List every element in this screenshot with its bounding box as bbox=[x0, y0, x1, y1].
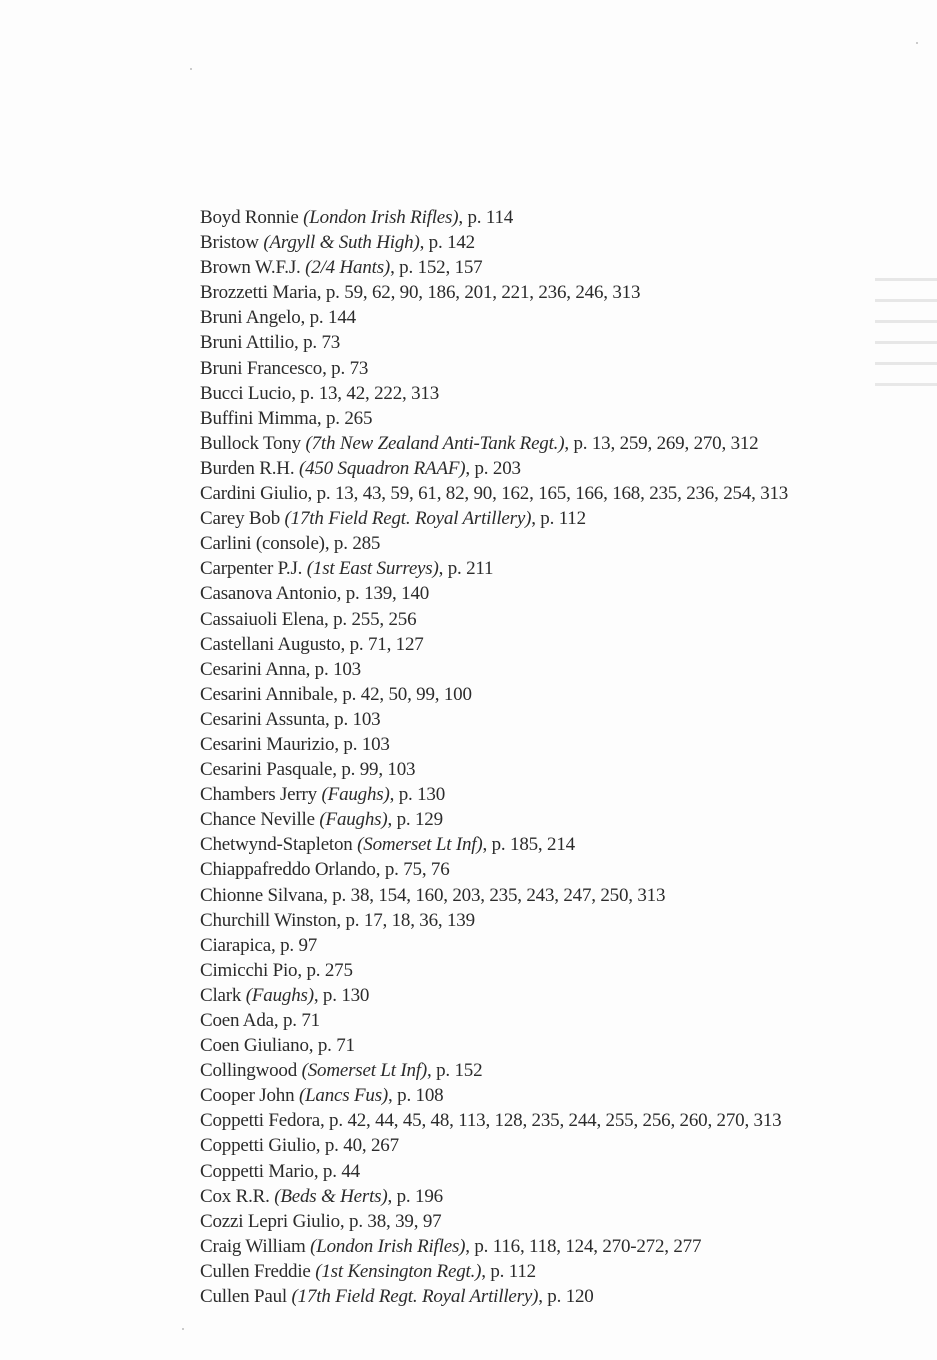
index-entry bbox=[200, 657, 900, 682]
entry-name: Cullen Paul bbox=[200, 1286, 292, 1308]
index-entry bbox=[200, 556, 900, 581]
entry-name: Cozzi Lepri Giulio bbox=[200, 1210, 340, 1232]
entry-name: Cesarini Pasquale bbox=[200, 759, 333, 781]
entry-pages: , p. 38, 39, 97 bbox=[339, 1210, 442, 1232]
entry-name: Cesarini Anna bbox=[200, 658, 306, 680]
entry-pages: , p. 255, 256 bbox=[323, 608, 417, 630]
entry-name: Bruni Francesco bbox=[200, 357, 323, 379]
index-entry bbox=[200, 1209, 900, 1234]
entry-pages: , p. 103 bbox=[334, 733, 390, 755]
entry-name: Coen Ada bbox=[200, 1010, 274, 1031]
entry-pages: , p. 13, 43, 59, 61, 82, 90, 162, 165, 166, 168, 235, 236, 254, 313 bbox=[307, 483, 789, 505]
index-entry bbox=[200, 958, 900, 983]
entry-pages: , p. 196 bbox=[387, 1185, 443, 1207]
entry-name: Bristow bbox=[200, 232, 264, 254]
entry-pages: , p. 152, 157 bbox=[390, 257, 483, 279]
entry-unit: (1st East Surreys) bbox=[306, 558, 439, 580]
index-entry bbox=[200, 1159, 900, 1184]
index-entry bbox=[200, 883, 900, 908]
entry-pages: , p. 40, 267 bbox=[315, 1135, 399, 1157]
entry-unit: (17th Field Regt. Royal Artillery) bbox=[284, 508, 532, 530]
index-entry bbox=[200, 632, 900, 657]
index-entry bbox=[200, 1008, 900, 1033]
entry-pages: , p. 211 bbox=[438, 558, 494, 580]
entry-pages: , p. 265 bbox=[316, 407, 373, 429]
entry-pages: , p. 152 bbox=[426, 1060, 483, 1082]
entry-name: Cassaiuoli Elena bbox=[200, 608, 324, 630]
entry-name: Carlini (console) bbox=[200, 533, 325, 555]
entry-unit: (Beds & Herts) bbox=[274, 1185, 388, 1207]
index-entry bbox=[200, 356, 900, 381]
entry-name: Cesarini Assunta bbox=[200, 708, 326, 730]
entry-name: Cesarini Maurizio bbox=[200, 733, 335, 755]
entry-unit: (Faughs) bbox=[245, 984, 314, 1006]
index-entry bbox=[200, 506, 900, 531]
entry-name: Brown W.F.J. bbox=[200, 257, 306, 279]
entry-pages: , p. 97 bbox=[271, 934, 318, 956]
entry-unit: (Faughs) bbox=[321, 784, 390, 806]
entry-pages: , p. 71 bbox=[308, 1035, 355, 1057]
entry-name: Cardini Giulio bbox=[200, 483, 308, 505]
entry-pages: , p. 112 bbox=[531, 508, 586, 530]
index-entry bbox=[200, 933, 900, 958]
entry-pages: , p. 38, 154, 160, 203, 235, 243, 247, 250, 313 bbox=[323, 884, 666, 906]
entry-name: Cullen Freddie bbox=[200, 1260, 316, 1282]
entry-name: Castellani Augusto bbox=[200, 633, 341, 655]
index-entry bbox=[200, 205, 900, 230]
index-entry bbox=[200, 732, 900, 757]
entry-unit: (London Irish Rifles) bbox=[310, 1235, 466, 1257]
index-list bbox=[200, 205, 900, 1309]
entry-name: Chiappafreddo Orlando bbox=[200, 859, 376, 881]
index-entry bbox=[200, 682, 900, 707]
entry-pages: , p. 44 bbox=[313, 1160, 360, 1182]
entry-pages: , p. 71 bbox=[273, 1010, 320, 1031]
entry-name: Ciarapica bbox=[200, 934, 271, 956]
entry-unit: (Somerset Lt Inf) bbox=[357, 834, 483, 856]
entry-name: Chambers Jerry bbox=[200, 784, 322, 806]
entry-name: Cox R.R. bbox=[200, 1185, 275, 1207]
index-entry bbox=[200, 807, 900, 832]
entry-name: Bucci Lucio bbox=[200, 382, 292, 404]
index-entry bbox=[200, 757, 900, 782]
entry-pages: , p. 71, 127 bbox=[340, 633, 424, 655]
index-entry bbox=[200, 481, 900, 506]
entry-pages: , p. 130 bbox=[389, 784, 445, 806]
index-entry bbox=[200, 782, 900, 807]
index-entry bbox=[200, 431, 900, 456]
index-entry bbox=[200, 531, 900, 556]
entry-unit: (Argyll & Suth High) bbox=[263, 232, 420, 254]
entry-pages: , p. 75, 76 bbox=[375, 859, 450, 881]
index-entry bbox=[200, 581, 900, 606]
entry-pages: , p. 13, 42, 222, 313 bbox=[291, 382, 439, 404]
entry-name: Churchill Winston bbox=[200, 909, 337, 931]
index-entry bbox=[200, 381, 900, 406]
index-entry bbox=[200, 305, 900, 330]
entry-pages: , p. 103 bbox=[325, 708, 381, 730]
entry-name: Coppetti Mario bbox=[200, 1160, 314, 1182]
entry-pages: , p. 59, 62, 90, 186, 201, 221, 236, 246, 313 bbox=[316, 282, 641, 304]
entry-name: Chetwynd-Stapleton bbox=[200, 834, 358, 856]
entry-pages: , p. 13, 259, 269, 270, 312 bbox=[564, 432, 759, 454]
entry-name: Casanova Antonio bbox=[200, 583, 337, 605]
entry-pages: , p. 129 bbox=[387, 809, 443, 831]
entry-name: Coppetti Fedora bbox=[200, 1110, 320, 1132]
entry-unit: (450 Squadron RAAF) bbox=[298, 457, 466, 479]
entry-name: Clark bbox=[200, 984, 246, 1006]
index-entry bbox=[200, 255, 900, 280]
index-entry bbox=[200, 456, 900, 481]
entry-name: Bullock Tony bbox=[200, 432, 306, 454]
index-entry bbox=[200, 983, 900, 1008]
index-entry bbox=[200, 707, 900, 732]
entry-unit: (Faughs) bbox=[319, 809, 388, 831]
entry-name: Cooper John bbox=[200, 1085, 299, 1107]
entry-pages: , p. 139, 140 bbox=[336, 583, 430, 605]
index-entry bbox=[200, 330, 900, 355]
entry-pages: , p. 142 bbox=[419, 232, 475, 254]
entry-name: Bruni Angelo bbox=[200, 307, 301, 329]
entry-pages: , p. 103 bbox=[305, 658, 361, 680]
index-entry bbox=[200, 1033, 900, 1058]
entry-pages: , p. 185, 214 bbox=[482, 834, 575, 856]
entry-name: Chance Neville bbox=[200, 809, 320, 831]
index-entry bbox=[200, 280, 900, 305]
entry-pages: , p. 144 bbox=[300, 307, 356, 329]
index-entry bbox=[200, 1284, 900, 1309]
index-entry bbox=[200, 1058, 900, 1083]
entry-pages: , p. 285 bbox=[324, 533, 381, 555]
entry-unit: (17th Field Regt. Royal Artillery) bbox=[291, 1286, 539, 1308]
index-entry bbox=[200, 908, 900, 933]
entry-pages: , p. 42, 44, 45, 48, 113, 128, 235, 244, 255, 256, 260, 270, 313 bbox=[319, 1110, 782, 1132]
entry-pages: , p. 73 bbox=[322, 357, 369, 379]
entry-pages: , p. 120 bbox=[538, 1286, 594, 1308]
index-entry bbox=[200, 1133, 900, 1158]
index-entry bbox=[200, 1184, 900, 1209]
index-entry bbox=[200, 1108, 900, 1133]
entry-unit: (Lancs Fus) bbox=[298, 1085, 389, 1107]
index-entry bbox=[200, 406, 900, 431]
entry-pages: , p. 275 bbox=[297, 959, 353, 981]
entry-name: Coppetti Giulio bbox=[200, 1135, 316, 1157]
entry-name: Coen Giuliano bbox=[200, 1035, 309, 1057]
index-entry bbox=[200, 1259, 900, 1284]
entry-pages: , p. 99, 103 bbox=[332, 759, 416, 781]
entry-name: Bruni Attilio bbox=[200, 332, 294, 354]
entry-pages: , p. 73 bbox=[294, 332, 341, 354]
entry-name: Cimicchi Pio bbox=[200, 959, 298, 981]
entry-unit: (1st Kensington Regt.) bbox=[315, 1260, 482, 1282]
entry-pages: , p. 42, 50, 99, 100 bbox=[333, 683, 472, 705]
entry-pages: , p. 112 bbox=[481, 1260, 536, 1282]
index-entry bbox=[200, 230, 900, 255]
entry-name: Burden R.H. bbox=[200, 457, 299, 479]
entry-name: Chionne Silvana bbox=[200, 884, 324, 906]
index-entry bbox=[200, 607, 900, 632]
index-entry bbox=[200, 1083, 900, 1108]
paper-speck bbox=[190, 68, 192, 70]
entry-unit: (2/4 Hants) bbox=[305, 257, 391, 279]
entry-name: Cesarini Annibale bbox=[200, 683, 334, 705]
entry-unit: (London Irish Rifles) bbox=[303, 207, 459, 228]
index-entry bbox=[200, 832, 900, 857]
entry-pages: , p. 203 bbox=[465, 457, 521, 479]
entry-pages: , p. 114 bbox=[458, 207, 514, 228]
entry-name: Carey Bob bbox=[200, 508, 285, 530]
entry-name: Craig William bbox=[200, 1235, 311, 1257]
entry-name: Carpenter P.J. bbox=[200, 558, 307, 580]
index-entry bbox=[200, 1234, 900, 1259]
entry-pages: , p. 130 bbox=[313, 984, 370, 1006]
entry-pages: , p. 116, 118, 124, 270-272, 277 bbox=[465, 1235, 702, 1257]
paper-speck bbox=[182, 1328, 184, 1330]
index-entry bbox=[200, 857, 900, 882]
entry-name: Buffini Mimma bbox=[200, 407, 317, 429]
entry-name: Boyd Ronnie bbox=[200, 207, 304, 228]
entry-name: Brozzetti Maria bbox=[200, 282, 317, 304]
entry-unit: (7th New Zealand Anti-Tank Regt.) bbox=[305, 432, 565, 454]
entry-name: Collingwood bbox=[200, 1060, 302, 1082]
entry-pages: , p. 17, 18, 36, 139 bbox=[336, 909, 475, 931]
paper-speck bbox=[916, 42, 918, 44]
entry-pages: , p. 108 bbox=[388, 1085, 444, 1107]
entry-unit: (Somerset Lt Inf) bbox=[301, 1060, 427, 1082]
